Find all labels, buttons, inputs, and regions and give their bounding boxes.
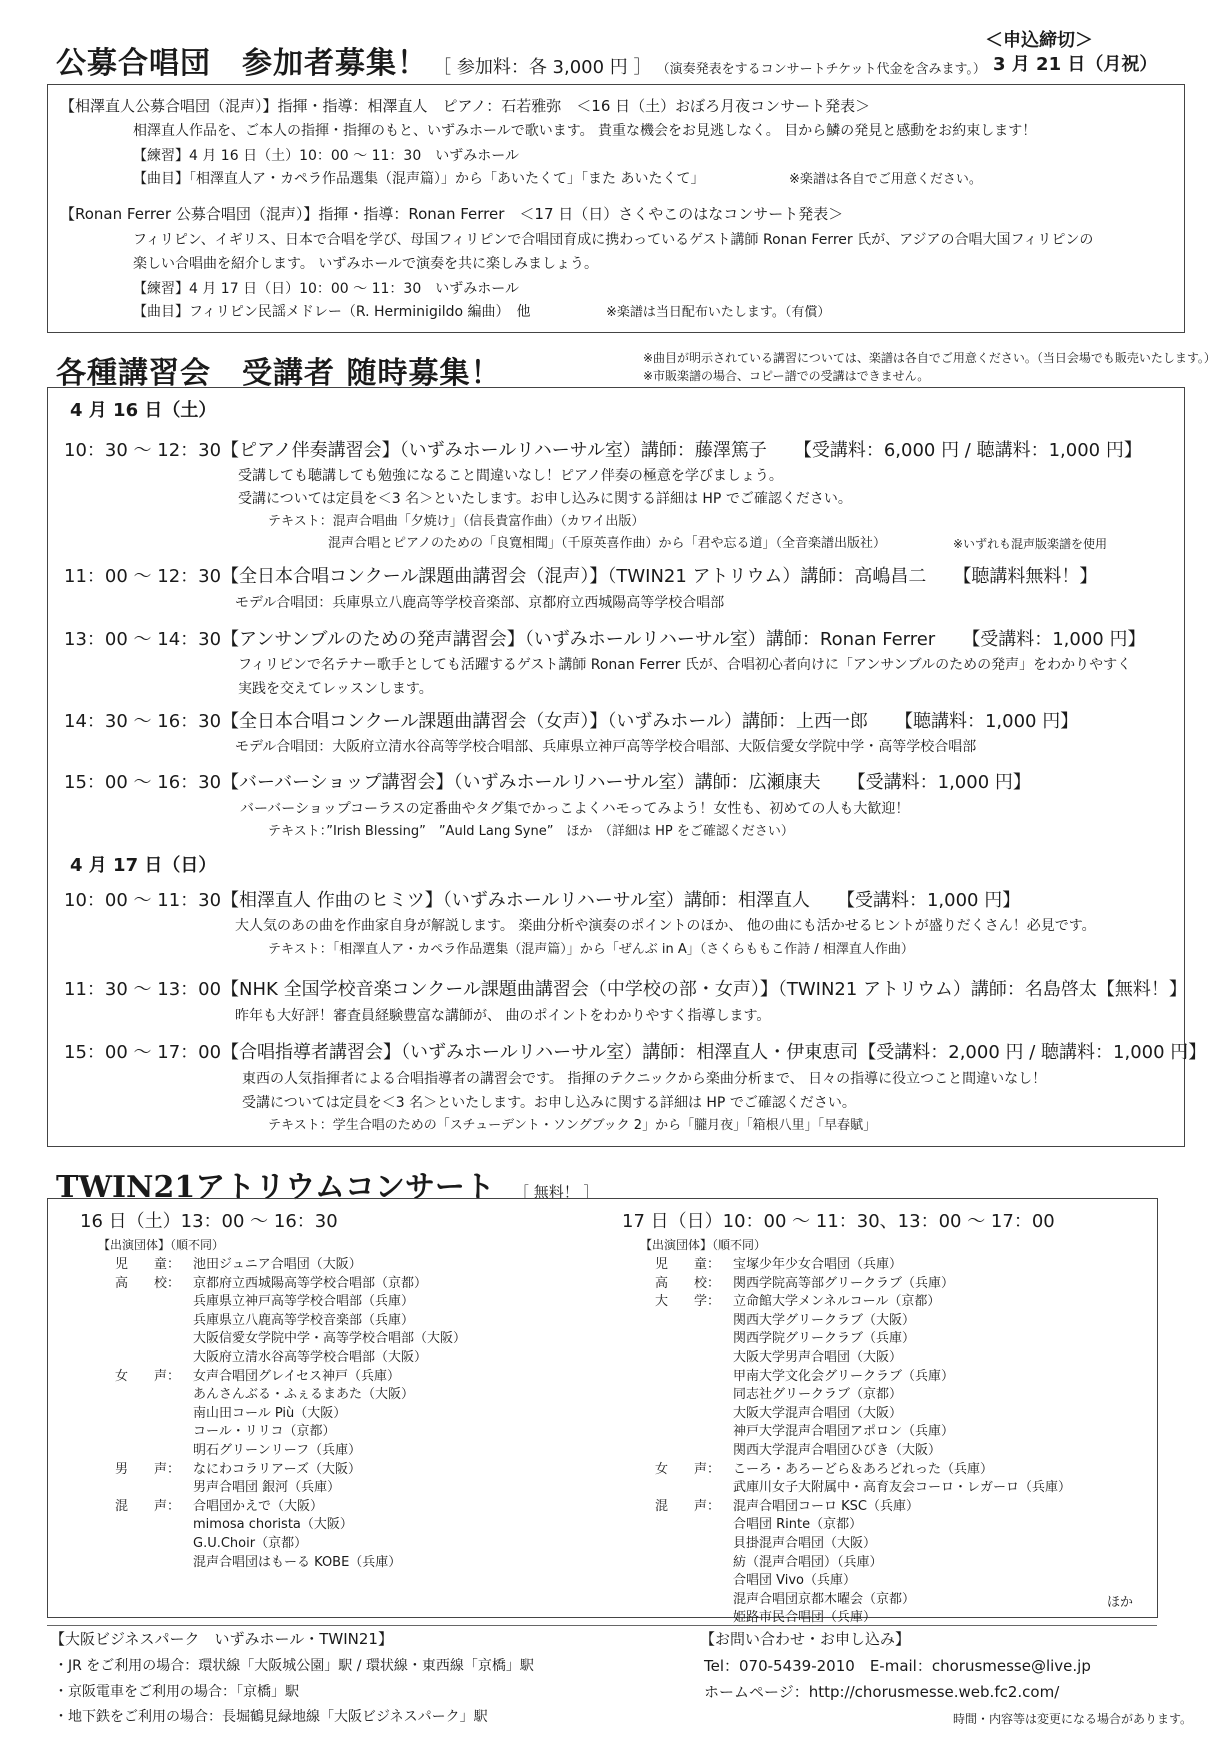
concert-left-list <box>115 1257 466 1573</box>
workshop-ensemble-l2: 実践を交えてレッスンします。 <box>238 681 433 697</box>
choir1-header: 【相澤直人公募合唱団（混声）】指揮・指導：相澤直人 ピアノ：石若雅弥 ＜16 日（土）おぼろ月夜コンサート発表＞ <box>60 97 871 115</box>
access-keihan: ・京阪電車をご利用の場合：「京橋」駅 <box>54 1684 299 1700</box>
list-item: 甲南大学文化会グリークラブ（兵庫） <box>733 1368 955 1384</box>
contact-homepage[interactable]: ホームページ：http://chorusmesse.web.fc2.com/ <box>704 1683 1060 1701</box>
list-item: 混声合唱団はもーる KOBE（兵庫） <box>193 1554 402 1570</box>
access-title: 【大阪ビジネスパーク いずみホール・TWIN21】 <box>50 1630 393 1648</box>
access-jr: ・JR をご利用の場合：環状線「大阪城公園」駅 / 環状線・東西線「京橋」駅 <box>54 1658 534 1674</box>
list-item: 関西大学混声合唱団ひびき（大阪） <box>733 1442 942 1458</box>
list-item: 大 学： 立命館大学メンネルコール（京都） <box>655 1294 941 1310</box>
concert-right-label: 【出演団体】（順不同） <box>640 1238 767 1252</box>
section3-heading: TWIN21アトリウムコンサート <box>56 1170 495 1205</box>
workshop-barbershop-l1: バーバーショップコーラスの定番曲やタグ集でかっこよくハモってみよう！女性も、初めての人も大歓迎！ <box>240 801 910 817</box>
list-item: 女 声： 女声合唱団グレイセス神戸（兵庫） <box>115 1368 400 1384</box>
fee-note: （演奏発表をするコンサートチケット代金を含みます。） <box>656 62 986 77</box>
workshop-piano-head: 10：30 ～ 12：30【ピアノ伴奏講習会】（いずみホールリハーサル室）講師：藤澤篤子 【受講料：6,000 円 / 聴講料：1,000 円】 <box>64 440 1142 461</box>
choir2-songs-note: ※楽譜は当日配布いたします。（有償） <box>606 305 831 320</box>
list-item: 同志社グリークラブ（京都） <box>733 1387 903 1403</box>
list-item: 関西大学グリークラブ（大阪） <box>733 1312 916 1328</box>
list-item: 混声合唱団京都木曜会（京都） <box>733 1591 916 1607</box>
list-item: 大阪信愛女学院中学・高等学校合唱部（大阪） <box>193 1331 467 1347</box>
day2-heading: 4 月 17 日（日） <box>70 855 217 876</box>
list-item: 神戸大学混声合唱団アポロン（兵庫） <box>733 1424 955 1440</box>
list-item: G.U.Choir（京都） <box>193 1535 308 1551</box>
choir1-practice: 【練習】4 月 16 日（土）10：00 ～ 11：30 いずみホール <box>133 148 519 164</box>
access-subway: ・地下鉄をご利用の場合：長堀鶴見緑地線「大阪ビジネスパーク」駅 <box>54 1709 488 1725</box>
list-item: 武庫川女子大附属中・高育友会コーロ・レガーロ（兵庫） <box>733 1480 1072 1496</box>
choir1-songs-note: ※楽譜は各自でご用意ください。 <box>789 172 982 187</box>
choir2-songs: 【曲目】フィリピン民謡メドレー（R. Herminigildo 編曲） 他 <box>133 304 531 320</box>
workshop-piano-l3: テキスト：混声合唱曲「夕焼け」（信長貴富作曲）（カワイ出版） <box>268 514 645 529</box>
workshop-mixed-l1: モデル合唱団：兵庫県立八鹿高等学校音楽部、京都府立西城陽高等学校合唱部 <box>235 595 725 611</box>
workshop-ensemble-l1: フィリピンで名テナー歌手としても活躍するゲスト講師 Ronan Ferrer 氏が、合唱初心者向けに「アンサンブルのための発声」をわかりやすく <box>238 657 1132 673</box>
workshop-composer-head: 10：00 ～ 11：30【相澤直人 作曲のヒミツ】（いずみホールリハーサル室）講師：相澤直人 【受講料：1,000 円】 <box>64 890 1021 911</box>
list-item: あんさんぶる・ふぇるまあた（大阪） <box>193 1387 415 1403</box>
list-item: 南山田コール Più（大阪） <box>193 1405 347 1421</box>
deadline-label: ＜申込締切＞ <box>985 30 1093 51</box>
workshop-piano-l1: 受講しても聴講しても勉強になること間違いなし！ピアノ伴奏の極意を学びましょう。 <box>238 468 783 484</box>
workshop-female-head: 14：30 ～ 16：30【全日本合唱コンクール課題曲講習会（女声）】（いずみホール）講師：上西一郎 【聴講料：1,000 円】 <box>64 711 1079 732</box>
list-item: 混 声： 混声合唱団コーロ KSC（兵庫） <box>655 1498 919 1514</box>
choir1-desc: 相澤直人作品を、ご本人の指揮・指揮のもと、いずみホールで歌います。 貴重な機会をお見逃しなく。 目から鱗の発見と感動をお約束します！ <box>133 123 1037 139</box>
workshop-conductor-head: 15：00 ～ 17：00【合唱指導者講習会】（いずみホールリハーサル室）講師：相澤直人・伊東恵司【受講料：2,000 円 / 聴講料：1,000 円】 <box>64 1042 1207 1063</box>
list-item: 関西学院グリークラブ（兵庫） <box>733 1331 916 1347</box>
choir1-songs: 【曲目】「相澤直人ア・カペラ作品選集（混声篇）」から「あいたくて」「また あいたくて」 <box>133 171 705 187</box>
list-item: 紡（混声合唱団）（兵庫） <box>733 1554 883 1570</box>
list-item: 男声合唱団 銀河（兵庫） <box>193 1480 341 1496</box>
list-item: 姫路市民合唱団（兵庫） <box>733 1610 877 1626</box>
choir2-header: 【Ronan Ferrer 公募合唱団（混声）】指揮・指導：Ronan Ferrer ＜17 日（日）さくやこのはなコンサート発表＞ <box>60 205 844 223</box>
workshop-piano-l4: 混声合唱とピアノのための「良寛相聞」（千原英喜作曲）から「君や忘る道」（全音楽譜出版社） <box>328 536 886 551</box>
list-item: 混 声： 合唱団かえで（大阪） <box>115 1498 324 1514</box>
workshop-barbershop-l2: テキスト：”Irish Blessing” ”Auld Lang Syne” ほか （詳細は HP をご確認ください） <box>268 824 794 839</box>
workshop-ensemble-head: 13：00 ～ 14：30【アンサンブルのための発声講習会】（いずみホールリハーサル室）講師：Ronan Ferrer 【受講料：1,000 円】 <box>64 629 1146 650</box>
workshop-conductor-l2: 受講については定員を＜3 名＞といたします。お申し込みに関する詳細は HP でご確認ください。 <box>242 1095 856 1111</box>
workshop-mixed-head: 11：00 ～ 12：30【全日本合唱コンクール課題曲講習会（混声）】（TWIN21 アトリウム）講師：高嶋昌二 【聴講料無料！】 <box>64 566 1098 587</box>
list-item: 大阪大学混声合唱団（大阪） <box>733 1405 903 1421</box>
section2-note-1: ※曲目が明示されている講習については、楽譜は各自でご用意ください。（当日会場でも販売いたします。） <box>643 351 1216 365</box>
concert-left-label: 【出演団体】（順不同） <box>98 1238 225 1252</box>
concert-right-list <box>655 1257 1071 1629</box>
list-item: 明石グリーンリーフ（兵庫） <box>193 1442 362 1458</box>
section1-heading: 公募合唱団 参加者募集！ <box>56 46 428 81</box>
workshop-piano-l2: 受講については定員を＜3 名＞といたします。お申し込みに関する詳細は HP でご確認ください。 <box>238 491 852 507</box>
list-item: 児 童： 池田ジュニア合唱団（大阪） <box>115 1257 362 1272</box>
workshop-barbershop-head: 15：00 ～ 16：30【バーバーショップ講習会】（いずみホールリハーサル室）講師：広瀬康夫 【受講料：1,000 円】 <box>64 772 1031 793</box>
list-item: 高 校： 京都府立西城陽高等学校合唱部（京都） <box>115 1275 428 1291</box>
workshop-female-l1: モデル合唱団：大阪府立清水谷高等学校合唱部、兵庫県立神戸高等学校合唱部、大阪信愛女学院中学・高等学校合唱部 <box>235 739 977 755</box>
list-item: 兵庫県立八鹿高等学校音楽部（兵庫） <box>193 1312 415 1328</box>
list-item: 合唱団 Rinte（京都） <box>733 1517 863 1533</box>
participation-fee: ［ 参加料：各 3,000 円 ］ <box>433 57 652 78</box>
list-item: 男 声： なにわコラリアーズ（大阪） <box>115 1461 361 1477</box>
concert-left-date: 16 日（土）13：00 ～ 16：30 <box>80 1211 338 1232</box>
list-item: 合唱団 Vivo（兵庫） <box>733 1573 856 1589</box>
concert-right-date: 17 日（日）10：00 ～ 11：30、13：00 ～ 17：00 <box>622 1211 1055 1232</box>
deadline-date: 3 月 21 日（月祝） <box>993 54 1158 75</box>
section2-note-2: ※市販楽譜の場合、コピー譜での受講はできません。 <box>643 369 930 383</box>
day1-heading: 4 月 16 日（土） <box>70 400 217 421</box>
list-item: 高 校： 関西学院高等部グリークラブ（兵庫） <box>655 1275 955 1291</box>
list-item: 大阪府立清水谷高等学校合唱部（大阪） <box>193 1349 428 1365</box>
choir2-desc-1: フィリピン、イギリス、日本で合唱を学び、母国フィリピンで合唱団育成に携わっているゲスト講師 Ronan Ferrer 氏が、アジアの合唱大国フィリピンの <box>133 232 1094 248</box>
section2-heading: 各種講習会 受講者 随時募集！ <box>56 356 502 391</box>
choir2-desc-2: 楽しい合唱曲を紹介します。 いずみホールで演奏を共に楽しみましょう。 <box>133 256 599 272</box>
workshop-nhk-l1: 昨年も大好評！審査員経験豊富な講師が、 曲のポイントをわかりやすく指導します。 <box>235 1008 771 1024</box>
contact-tel-email[interactable]: Tel：070-5439-2010 E-mail：chorusmesse@live.jp <box>704 1657 1091 1675</box>
concert-free: ［ 無料！ ］ <box>514 1183 599 1201</box>
list-item: 兵庫県立神戸高等学校合唱部（兵庫） <box>193 1294 415 1310</box>
workshop-composer-l2: テキスト：「相澤直人ア・カペラ作品選集（混声篇）」から「ぜんぶ in A」（さくらももこ作詩 / 相澤直人作曲） <box>268 942 914 957</box>
choir2-practice: 【練習】4 月 17 日（日）10：00 ～ 11：30 いずみホール <box>133 281 519 297</box>
workshop-composer-l1: 大人気のあの曲を作曲家自身が解説します。 楽曲分析や演奏のポイントのほか、 他の曲にも活かせるヒントが盛りだくさん！必見です。 <box>235 918 1096 934</box>
section1-title <box>56 38 986 82</box>
list-item: mimosa chorista（大阪） <box>193 1517 353 1533</box>
list-item: 貝掛混声合唱団（大阪） <box>733 1535 877 1551</box>
workshop-conductor-l3: テキスト：学生合唱のための「スチューデント・ソングブック 2」から「朧月夜」「箱根八里」「早春賦」 <box>268 1118 877 1133</box>
list-item: コール・リリコ（京都） <box>193 1424 336 1440</box>
list-item: 大阪大学男声合唱団（大阪） <box>733 1349 903 1365</box>
workshop-nhk-head: 11：30 ～ 13：00【NHK 全国学校音楽コンクール課題曲講習会（中学校の部・女声）】（TWIN21 アトリウム）講師：名島啓太【無料！】 <box>64 979 1187 1000</box>
change-note: 時間・内容等は変更になる場合があります。 <box>953 1712 1193 1726</box>
workshop-piano-l4-note: ※いずれも混声版楽譜を使用 <box>953 537 1108 551</box>
footer-divider <box>47 1625 1157 1626</box>
workshop-conductor-l1: 東西の人気指揮者による合唱指導者の講習会です。 指揮のテクニックから楽曲分析まで、 日々の指導に役立つこと間違いなし！ <box>242 1071 1047 1087</box>
concert-etc: ほか <box>1107 1595 1134 1610</box>
list-item: 児 童： 宝塚少年少女合唱団（兵庫） <box>655 1257 903 1272</box>
contact-title: 【お問い合わせ・お申し込み】 <box>700 1630 911 1648</box>
list-item: 女 声： こーろ・あろーどら＆あろどれった（兵庫） <box>655 1461 994 1477</box>
